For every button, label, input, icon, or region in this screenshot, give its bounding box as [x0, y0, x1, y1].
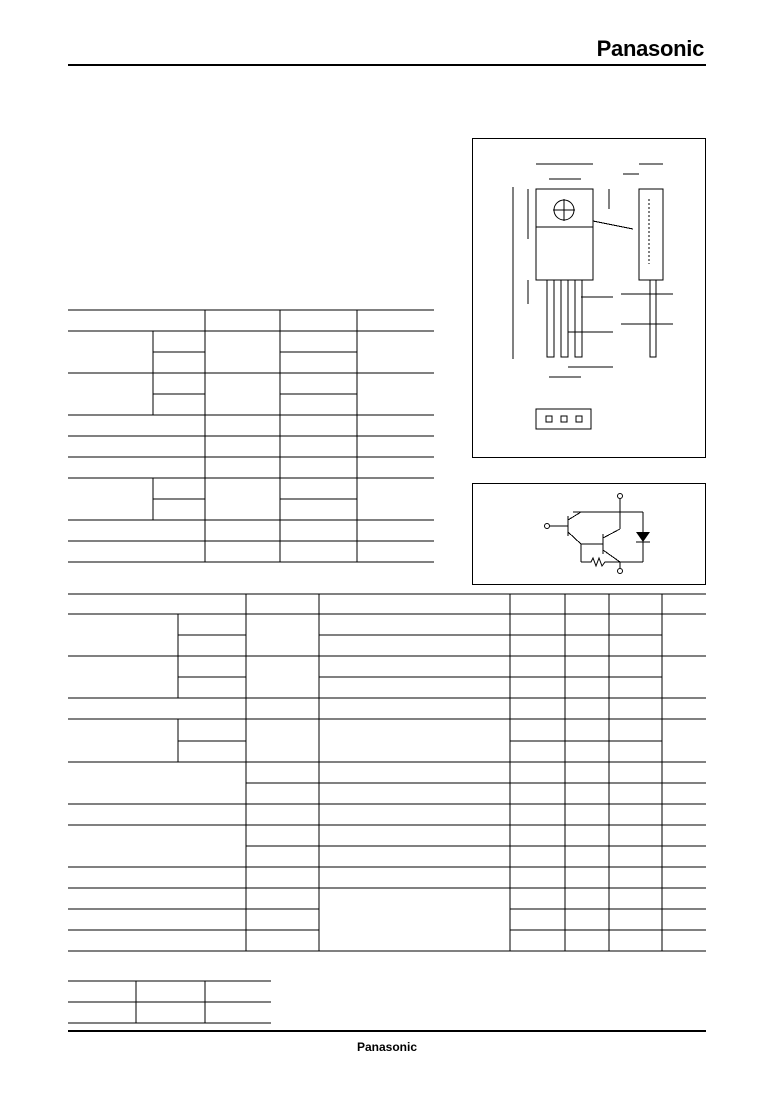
brand-logo-top: Panasonic	[596, 36, 704, 61]
footer-rule	[68, 1030, 706, 1032]
brand-logo-bottom: Panasonic	[356, 1040, 418, 1054]
